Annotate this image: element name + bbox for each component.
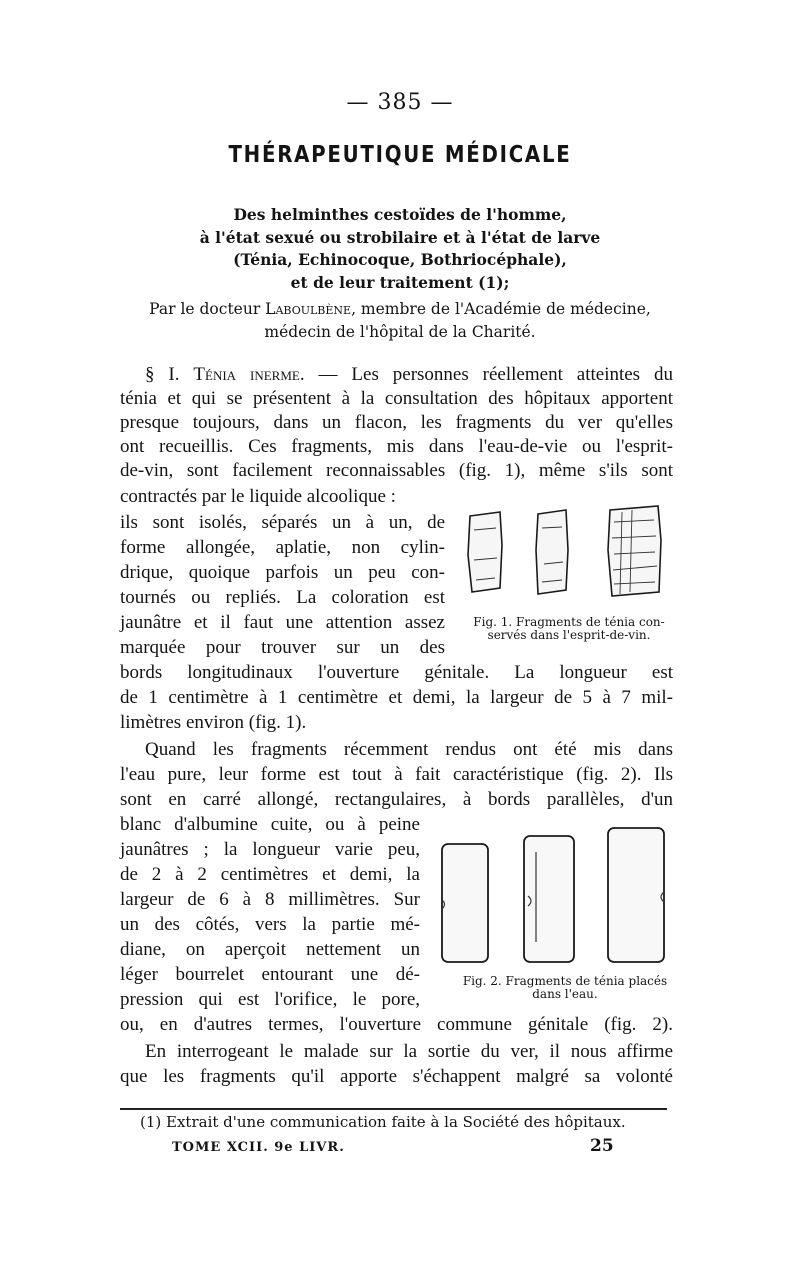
body-line: ils sont isolés, séparés un à un, de [120, 512, 445, 533]
body-line: l'eau pure, leur forme est tout à fait caractéristique (fig. 2). Ils [120, 764, 673, 785]
article-title [120, 204, 680, 294]
body-line: blanc d'albumine cuite, ou à peine [120, 814, 420, 835]
body-line: léger bourrelet entourant une dé- [120, 964, 420, 985]
body-line: bords longitudinaux l'ouverture génitale. La longueur est [120, 662, 673, 683]
body-line: jaunâtre et il faut une attention assez [120, 612, 445, 633]
article-title-line: à l'état sexué ou strobilaire et à l'état de larve [199, 227, 601, 247]
body-line: tournés ou repliés. La coloration est [120, 587, 445, 608]
author-name: Laboulbène [265, 300, 352, 318]
section-heading: Ténia inerme. [193, 364, 305, 385]
body-line: largeur de 6 à 8 millimètres. Sur [120, 889, 420, 910]
figure-2-illustration [436, 822, 674, 970]
body-line: marquée pour trouver sur un des [120, 637, 445, 658]
body-line: que les fragments qu'il apporte s'échappent malgré sa volonté [120, 1066, 673, 1087]
author-line-2: médecin de l'hôpital de la Charité. [264, 323, 536, 341]
body-line: ténia et qui se présentent à la consultation des hôpitaux apportent [120, 388, 673, 409]
footnote-divider [120, 1108, 667, 1110]
body-line: de 2 à 2 centimètres et demi, la [120, 864, 420, 885]
fragment-1 [442, 844, 488, 962]
body-line: forme allongée, aplatie, non cylin- [120, 537, 445, 558]
body-line: jaunâtres ; la longueur varie peu, [120, 839, 420, 860]
author-line-1 [110, 298, 690, 321]
author-suffix: , membre de l'Académie de médecine, [351, 300, 651, 318]
body-line: ont recueillis. Ces fragments, mis dans l'eau-de-vie ou l'esprit- [120, 436, 673, 457]
body-line: contractés par le liquide alcoolique : [120, 486, 396, 507]
body-line: presque toujours, dans un flacon, les fragments du ver qu'elles [120, 412, 673, 433]
figure-1-caption-line: servés dans l'esprit-de-vin. [487, 628, 651, 642]
figure-2-caption [450, 975, 680, 1001]
body-line: de-vin, sont facilement reconnaissables (fig. 1), même s'ils sont [120, 460, 673, 481]
gathering-number: 25 [590, 1136, 614, 1156]
body-line: ou, en d'autres termes, l'ouverture commune génitale (fig. 2). [120, 1014, 673, 1035]
article-title-line: et de leur traitement (1); [290, 272, 510, 292]
body-line: limètres environ (fig. 1). [120, 712, 307, 733]
body-line [145, 363, 673, 387]
body-line: un des côtés, vers la partie mé- [120, 914, 420, 935]
page-number: — 385 — [346, 90, 454, 115]
article-title-line: (Ténia, Echinocoque, Bothriocéphale), [233, 250, 567, 269]
figure-2-caption-line: dans l'eau. [532, 987, 598, 1001]
fragment-1 [468, 512, 502, 592]
body-line: diane, on aperçoit nettement un [120, 939, 420, 960]
figure-2-caption-line: Fig. 2. Fragments de ténia placés [462, 974, 668, 988]
body-line: Quand les fragments récemment rendus ont été mis dans [145, 739, 673, 760]
body-line: pression qui est l'orifice, le pore, [120, 989, 420, 1010]
figure-1-caption-line: Fig. 1. Fragments de ténia con- [473, 615, 665, 629]
body-line: En interrogeant le malade sur la sortie du ver, il nous affirme [145, 1041, 673, 1062]
body-line: de 1 centimètre à 1 centimètre et demi, la largeur de 5 à 7 mil- [120, 687, 673, 708]
author-byline [110, 298, 690, 344]
body-text: — Les personnes réellement atteintes du [304, 364, 673, 385]
body-line: drique, quoique parfois un peu con- [120, 562, 445, 583]
volume-signature: TOME XCII. 9e LIVR. [172, 1140, 345, 1155]
figure-1-illustration [462, 500, 672, 615]
fragment-3 [608, 828, 664, 962]
body-line: sont en carré allongé, rectangulaires, à bords parallèles, d'un [120, 789, 673, 810]
author-prefix: Par le docteur [149, 300, 266, 318]
footnote: (1) Extrait d'une communication faite à la Société des hôpitaux. [140, 1113, 626, 1131]
section-title: THÉRAPEUTIQUE MÉDICALE [228, 142, 572, 168]
article-title-line: Des helminthes cestoïdes de l'homme, [233, 205, 567, 224]
figure-1-caption [464, 616, 674, 642]
fragment-2 [524, 836, 574, 962]
section-mark: § I. [145, 364, 194, 385]
